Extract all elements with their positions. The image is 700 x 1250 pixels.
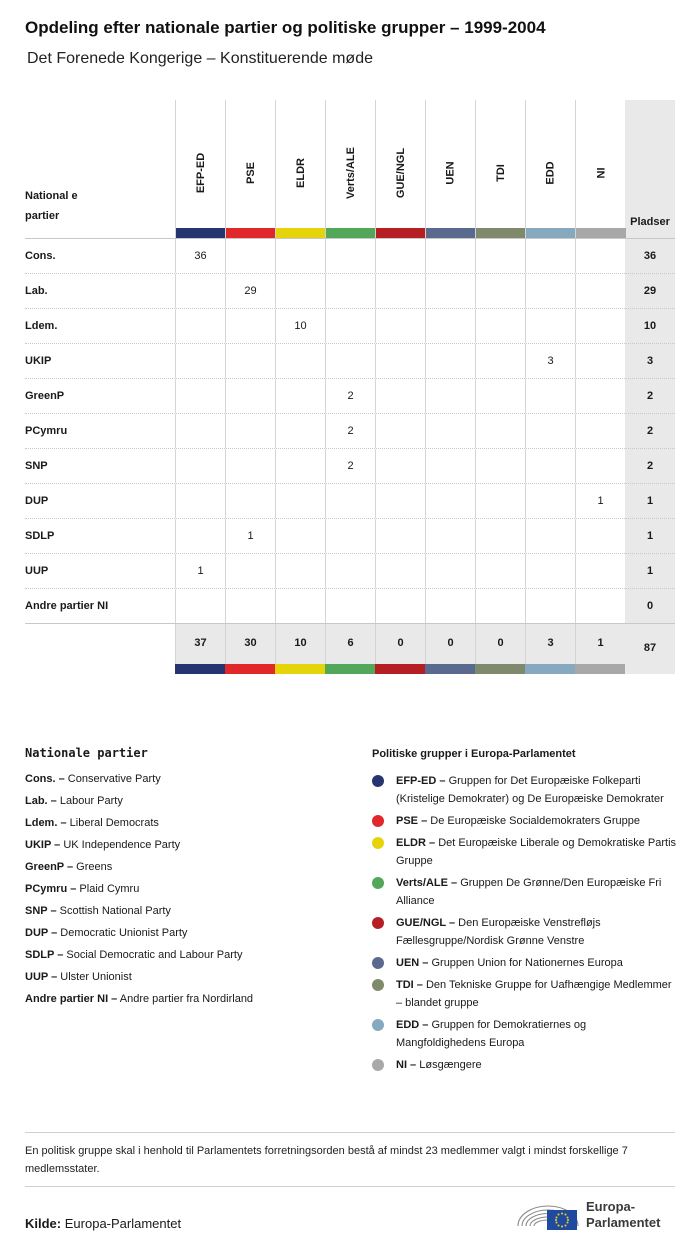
group-color-dot-icon: [372, 917, 384, 929]
row-total: 2: [625, 414, 675, 449]
party-label: Andre partier NI: [25, 600, 109, 612]
seat-cell: 29: [225, 274, 275, 308]
seat-cell: [375, 554, 425, 588]
seat-cell: [225, 484, 275, 518]
row-total: 36: [625, 239, 675, 274]
party-name: Conservative Party: [67, 773, 161, 785]
seat-cell: [475, 309, 525, 343]
seat-cell: [275, 519, 325, 553]
row-total: 1: [625, 519, 675, 554]
group-name: Den Tekniske Gruppe for Uafhængige Medlemmer – blandet gruppe: [396, 979, 672, 1009]
seat-cell: [425, 344, 475, 378]
seat-cell: [425, 274, 475, 308]
group-color-bar: [226, 228, 276, 238]
total-header-label: Pladser: [630, 216, 670, 228]
seat-cell: [475, 554, 525, 588]
seat-cell: [575, 554, 625, 588]
group-color-bar: [525, 664, 575, 674]
seat-cell: [275, 449, 325, 483]
group-color-dot-icon: [372, 1019, 384, 1031]
group-color-dot-icon: [372, 1059, 384, 1071]
source-line: [25, 1216, 181, 1231]
seat-cell: [225, 239, 275, 273]
party-abbr: PCymru –: [25, 883, 77, 895]
seat-cell: [175, 589, 225, 623]
table-row: [25, 343, 675, 378]
table-row: [25, 553, 675, 588]
seat-cell: [175, 274, 225, 308]
party-abbr: Ldem. –: [25, 817, 67, 829]
national-party-item: [25, 812, 355, 834]
seat-cell: [275, 274, 325, 308]
table-row: [25, 448, 675, 483]
seat-cell: [325, 274, 375, 308]
group-header-label: ELDR: [294, 158, 307, 188]
party-abbr: SNP –: [25, 905, 57, 917]
group-header-label: Verts/ALE: [345, 147, 357, 199]
political-groups-heading: Politiske grupper i Europa-Parlamentet: [372, 748, 576, 760]
seat-cell: [175, 519, 225, 553]
group-color-dot-icon: [372, 815, 384, 827]
political-groups-legend: [372, 746, 677, 1078]
seat-cell: [375, 589, 425, 623]
seat-cell: [375, 449, 425, 483]
party-abbr: Lab. –: [25, 795, 57, 807]
group-color-bar: [225, 664, 275, 674]
group-abbr: NI –: [396, 1059, 417, 1071]
seat-cell: [475, 274, 525, 308]
political-group-item: [372, 812, 677, 830]
grand-total: 87: [625, 624, 675, 674]
political-group-item: [372, 834, 677, 870]
seat-cell: [325, 589, 375, 623]
column-total: 0: [425, 624, 475, 664]
party-label: PCymru: [25, 425, 68, 437]
seat-cell: [425, 484, 475, 518]
seat-cell: [475, 589, 525, 623]
group-header-label-wrap: [576, 128, 626, 218]
seat-cell: [275, 344, 325, 378]
party-abbr: Cons. –: [25, 773, 65, 785]
seat-cell: [225, 414, 275, 448]
seat-cell: [425, 589, 475, 623]
table-footer: [25, 623, 675, 673]
table-row: [25, 588, 675, 623]
group-header-label-wrap: [476, 128, 526, 218]
group-column-header: [225, 100, 275, 238]
seat-cell: [525, 554, 575, 588]
party-name: UK Independence Party: [63, 839, 181, 851]
seat-cell: [475, 449, 525, 483]
seat-cell: [475, 414, 525, 448]
table-header: [25, 100, 675, 238]
group-column-header: [325, 100, 375, 238]
europarl-logo: [515, 1196, 680, 1236]
seat-cell: [575, 274, 625, 308]
seat-cell: [175, 484, 225, 518]
seat-cell: [275, 239, 325, 273]
row-total: 2: [625, 449, 675, 484]
group-name: Gruppen for Demokratiernes og Mangfoldighedens Europa: [396, 1019, 587, 1049]
seat-cell: 1: [575, 484, 625, 518]
column-total: 37: [175, 624, 225, 664]
group-name: Den Europæiske Venstrefløjs Fællesgruppe/Nordisk Grønne Venstre: [396, 917, 601, 947]
national-party-item: [25, 878, 355, 900]
group-name: Løsgængere: [419, 1059, 482, 1071]
seat-cell: [575, 449, 625, 483]
seat-cell: [525, 449, 575, 483]
national-party-item: [25, 900, 355, 922]
group-column-header: [425, 100, 475, 238]
seat-cell: [575, 379, 625, 413]
seat-cell: 2: [325, 449, 375, 483]
seat-cell: 2: [325, 379, 375, 413]
group-color-bar: [325, 664, 375, 674]
national-party-item: [25, 966, 355, 988]
seat-cell: [375, 239, 425, 273]
table-row: [25, 273, 675, 308]
party-abbr: UKIP –: [25, 839, 61, 851]
party-label: Ldem.: [25, 320, 58, 332]
group-header-label-wrap: [326, 128, 376, 218]
party-label: UKIP: [25, 355, 52, 367]
row-total: 1: [625, 554, 675, 589]
seat-cell: [225, 379, 275, 413]
seat-cell: [225, 449, 275, 483]
group-abbr: EFP-ED –: [396, 775, 446, 787]
table-body: [25, 238, 675, 623]
group-abbr: GUE/NGL –: [396, 917, 456, 929]
source-label: Kilde:: [25, 1216, 62, 1231]
seat-cell: [425, 554, 475, 588]
seat-cell: [575, 309, 625, 343]
seat-cell: 3: [525, 344, 575, 378]
party-name: Liberal Democrats: [69, 817, 159, 829]
seat-cell: [525, 309, 575, 343]
group-name: Gruppen Union for Nationernes Europa: [431, 957, 623, 969]
national-party-item: [25, 768, 355, 790]
seat-cell: [325, 554, 375, 588]
seat-cell: [475, 519, 525, 553]
national-parties-heading: Nationale partier: [25, 746, 148, 760]
column-total: 1: [575, 624, 625, 664]
group-header-label: GUE/NGL: [395, 147, 407, 199]
party-name: Andre partier fra Nordirland: [119, 993, 254, 1005]
group-column-header: [575, 100, 625, 238]
seat-cell: 10: [275, 309, 325, 343]
table-row: [25, 413, 675, 448]
group-abbr: Verts/ALE –: [396, 877, 458, 889]
political-group-item: [372, 954, 677, 972]
seat-cell: [225, 309, 275, 343]
parliament-hemicycle-icon: [515, 1196, 581, 1236]
seat-cell: [425, 519, 475, 553]
group-color-bar: [476, 228, 526, 238]
group-name: Gruppen for Det Europæiske Folkeparti (Kristelige Demokrater) og De Europæiske Demokrater: [396, 775, 664, 805]
table-row: [25, 308, 675, 343]
column-total: 0: [475, 624, 525, 664]
political-group-item: [372, 976, 677, 1012]
seat-cell: [325, 239, 375, 273]
party-label: UUP: [25, 565, 49, 577]
seat-cell: [275, 414, 325, 448]
group-name: Gruppen De Grønne/Den Europæiske Fri Alliance: [396, 877, 662, 907]
group-color-dot-icon: [372, 979, 384, 991]
group-color-bar: [326, 228, 376, 238]
group-header-label: UEN: [444, 161, 457, 185]
table-row: [25, 483, 675, 518]
party-name: Labour Party: [59, 795, 123, 807]
seat-cell: [475, 484, 525, 518]
party-name: Greens: [76, 861, 113, 873]
party-name: Social Democratic and Labour Party: [66, 949, 243, 961]
column-total: 0: [375, 624, 425, 664]
political-group-item: [372, 772, 677, 808]
seat-cell: [375, 519, 425, 553]
political-group-item: [372, 874, 677, 910]
seat-cell: 36: [175, 239, 225, 273]
seat-cell: [575, 589, 625, 623]
group-color-dot-icon: [372, 957, 384, 969]
source-value: Europa-Parlamentet: [64, 1216, 182, 1231]
seat-table: [25, 100, 675, 673]
national-party-item: [25, 856, 355, 878]
seat-cell: [175, 449, 225, 483]
seat-cell: [175, 344, 225, 378]
seat-cell: [525, 589, 575, 623]
seat-cell: [525, 379, 575, 413]
seat-cell: [275, 379, 325, 413]
party-label: GreenP: [25, 390, 65, 402]
national-party-item: [25, 944, 355, 966]
column-total: 30: [225, 624, 275, 664]
national-party-item: [25, 790, 355, 812]
group-color-bar: [425, 664, 475, 674]
group-header-label-wrap: [226, 128, 276, 218]
group-header-label-wrap: [276, 128, 326, 218]
row-total: 3: [625, 344, 675, 379]
seat-cell: [175, 309, 225, 343]
party-name: Plaid Cymru: [79, 883, 140, 895]
seat-cell: [425, 309, 475, 343]
seat-cell: [375, 484, 425, 518]
group-color-bar: [375, 664, 425, 674]
seat-cell: [275, 484, 325, 518]
party-abbr: GreenP –: [25, 861, 74, 873]
group-header-label-wrap: [176, 128, 226, 218]
seat-cell: [525, 519, 575, 553]
seat-cell: [375, 379, 425, 413]
group-name: De Europæiske Socialdemokraters Gruppe: [430, 815, 640, 827]
political-group-item: [372, 1016, 677, 1052]
group-color-dot-icon: [372, 775, 384, 787]
row-total: 0: [625, 589, 675, 624]
group-name: Det Europæiske Liberale og Demokratiske Partis Gruppe: [396, 837, 677, 867]
national-parties-legend: [25, 746, 355, 1010]
group-header-label: EFP-ED: [195, 152, 207, 194]
group-column-header: [475, 100, 525, 238]
seat-cell: 1: [175, 554, 225, 588]
political-group-item: [372, 914, 677, 950]
seat-cell: [375, 309, 425, 343]
group-abbr: ELDR –: [396, 837, 436, 849]
party-name: Democratic Unionist Party: [60, 927, 188, 939]
page-title: Opdeling efter nationale partier og politiske grupper – 1999-2004: [25, 18, 546, 37]
page-subtitle: Det Forenede Kongerige – Konstituerende møde: [27, 50, 373, 67]
logo-line2: Parlamentet: [586, 1215, 661, 1230]
party-label: Lab.: [25, 285, 48, 297]
table-row: [25, 518, 675, 553]
party-abbr: Andre partier NI –: [25, 993, 118, 1005]
column-total: 3: [525, 624, 575, 664]
divider: [25, 1186, 675, 1187]
group-abbr: PSE –: [396, 815, 428, 827]
seat-cell: [375, 414, 425, 448]
party-name: Scottish National Party: [59, 905, 171, 917]
group-abbr: EDD –: [396, 1019, 429, 1031]
group-color-bar: [475, 664, 525, 674]
seat-cell: [225, 344, 275, 378]
group-color-bar: [275, 664, 325, 674]
party-label: SDLP: [25, 530, 55, 542]
political-group-item: [372, 1056, 677, 1074]
national-party-item: [25, 988, 355, 1010]
group-color-dot-icon: [372, 877, 384, 889]
seat-cell: [475, 239, 525, 273]
total-column-header: [625, 100, 675, 238]
seat-cell: [575, 519, 625, 553]
group-abbr: TDI –: [396, 979, 423, 991]
seat-cell: [375, 344, 425, 378]
seat-cell: 1: [225, 519, 275, 553]
party-abbr: DUP –: [25, 927, 58, 939]
party-abbr: SDLP –: [25, 949, 64, 961]
group-color-bar: [376, 228, 426, 238]
group-header-label-wrap: [526, 128, 576, 218]
seat-cell: [325, 309, 375, 343]
seat-cell: [575, 239, 625, 273]
seat-cell: [525, 239, 575, 273]
seat-cell: [425, 379, 475, 413]
seat-cell: 2: [325, 414, 375, 448]
seat-cell: [275, 554, 325, 588]
party-label: Cons.: [25, 250, 56, 262]
group-column-header: [175, 100, 225, 238]
group-abbr: UEN –: [396, 957, 429, 969]
group-column-header: [375, 100, 425, 238]
seat-cell: [425, 414, 475, 448]
party-name: Ulster Unionist: [60, 971, 132, 983]
party-label: DUP: [25, 495, 49, 507]
group-column-header: [275, 100, 325, 238]
seat-cell: [575, 344, 625, 378]
seat-cell: [225, 554, 275, 588]
seat-cell: [175, 414, 225, 448]
seat-cell: [525, 484, 575, 518]
seat-cell: [325, 484, 375, 518]
group-color-bar: [426, 228, 476, 238]
row-total: 1: [625, 484, 675, 519]
table-row: [25, 378, 675, 413]
seat-cell: [275, 589, 325, 623]
seat-cell: [425, 239, 475, 273]
seat-cell: [475, 379, 525, 413]
column-total: 6: [325, 624, 375, 664]
group-header-label: EDD: [544, 161, 557, 185]
group-color-bar: [576, 228, 626, 238]
seat-cell: [325, 344, 375, 378]
national-party-item: [25, 922, 355, 944]
seat-cell: [325, 519, 375, 553]
seat-cell: [175, 379, 225, 413]
group-header-label-wrap: [376, 128, 426, 218]
group-header-label: NI: [595, 167, 607, 179]
group-color-bar: [526, 228, 576, 238]
group-color-bar: [175, 664, 225, 674]
row-total: 10: [625, 309, 675, 344]
party-abbr: UUP –: [25, 971, 58, 983]
table-row: [25, 238, 675, 273]
party-label: SNP: [25, 460, 48, 472]
group-color-bar: [176, 228, 226, 238]
seat-cell: [525, 414, 575, 448]
column-total: 10: [275, 624, 325, 664]
group-color-bar: [276, 228, 326, 238]
row-header: National e partier: [25, 190, 78, 222]
seat-cell: [575, 414, 625, 448]
row-total: 29: [625, 274, 675, 309]
group-header-label: TDI: [494, 164, 507, 182]
row-total: 2: [625, 379, 675, 414]
seat-cell: [525, 274, 575, 308]
group-column-header: [525, 100, 575, 238]
group-color-bar: [575, 664, 625, 674]
national-party-item: [25, 834, 355, 856]
seat-cell: [475, 344, 525, 378]
footnote: En politisk gruppe skal i henhold til Parlamentets forretningsorden bestå af mindst 23 medlemmer valgt i mindst forskellige 7 medlemsstater.: [25, 1132, 675, 1178]
group-header-label: PSE: [244, 161, 257, 185]
group-header-label-wrap: [426, 128, 476, 218]
logo-text: [586, 1199, 660, 1231]
logo-line1: Europa-: [586, 1199, 636, 1214]
seat-cell: [225, 589, 275, 623]
group-color-dot-icon: [372, 837, 384, 849]
seat-cell: [375, 274, 425, 308]
seat-cell: [425, 449, 475, 483]
